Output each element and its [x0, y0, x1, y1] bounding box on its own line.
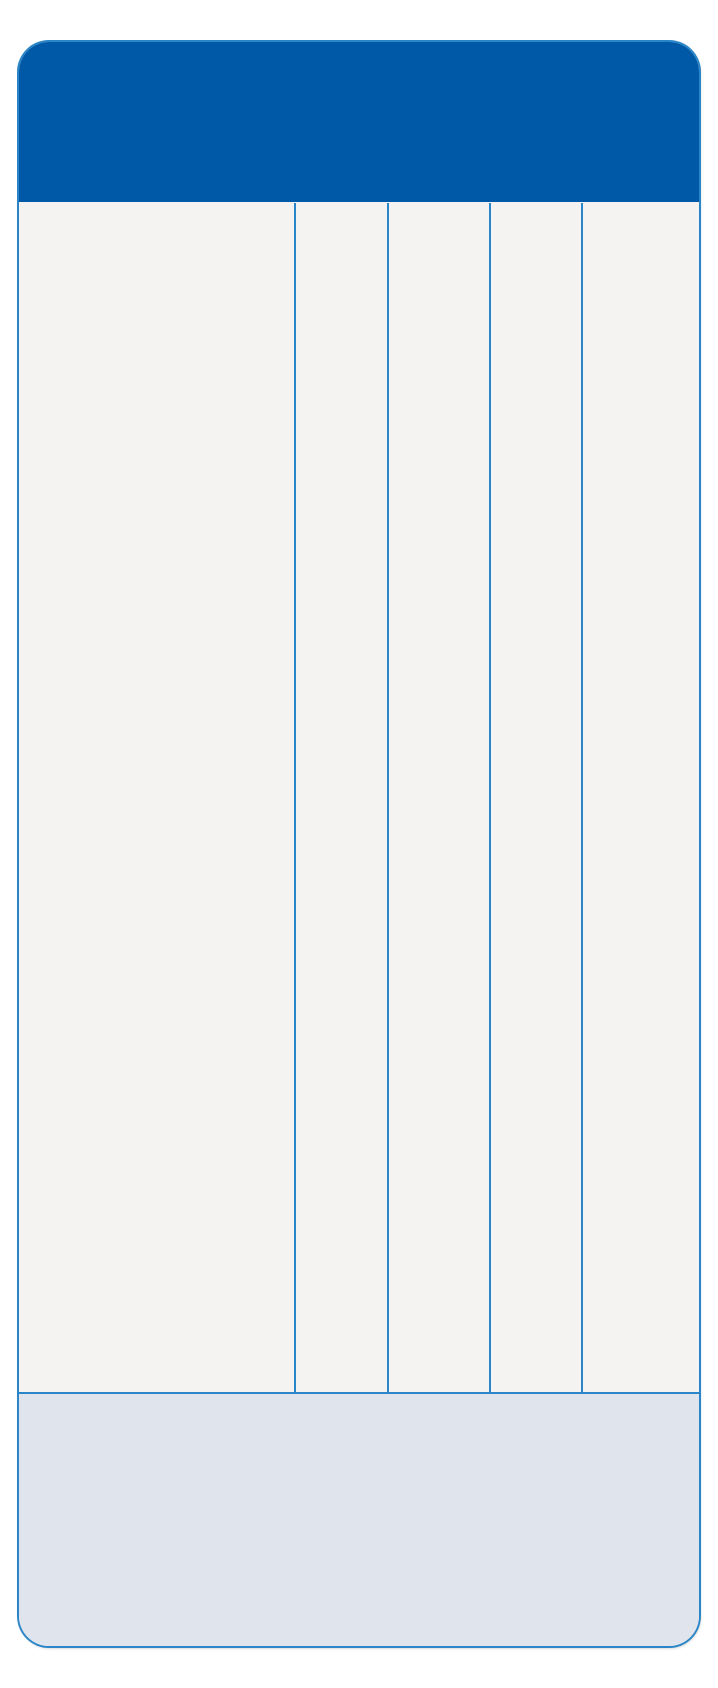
column-divider: [581, 203, 583, 1403]
footnotes: [19, 1392, 699, 1646]
nutrition-card: [19, 42, 699, 1646]
table-header: [19, 42, 699, 202]
column-divider: [489, 203, 491, 1403]
column-divider: [294, 203, 296, 1403]
column-divider: [387, 203, 389, 1403]
